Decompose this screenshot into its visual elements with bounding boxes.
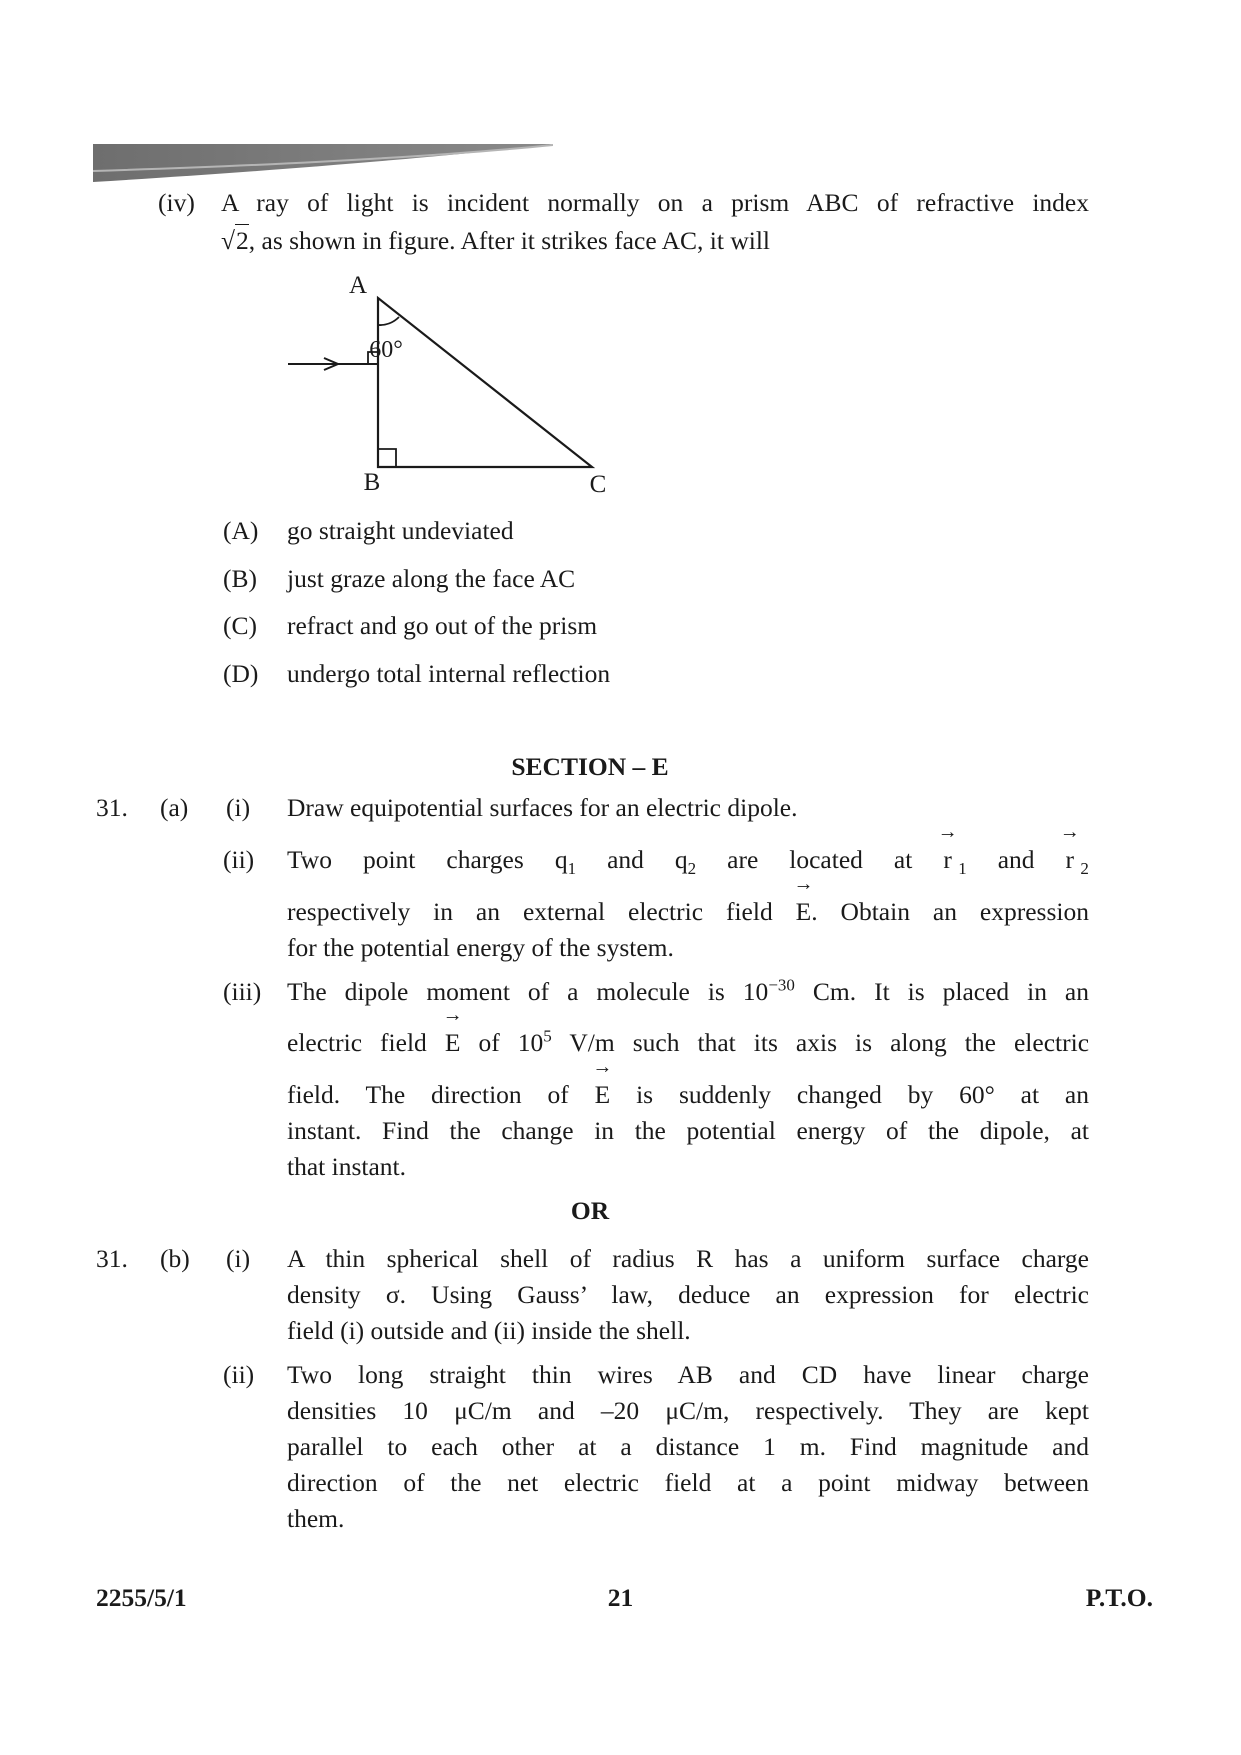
option-d-text: undergo total internal reflection	[287, 659, 611, 688]
q31b-ii-line3: parallel to each other at a distance 1 m. Find magnitude and	[287, 1432, 1089, 1461]
option-a-label: (A)	[223, 516, 259, 545]
option-c-label: (C)	[223, 611, 257, 640]
vector-r1: → r $_1$	[943, 842, 966, 878]
q31b-ii-line4: direction of the net electric field at a point midway between	[287, 1468, 1089, 1497]
or-divider: OR	[570, 1196, 610, 1225]
vector-r2: → r $_2$	[1066, 842, 1089, 878]
prism-angle-label: 60°	[369, 337, 403, 363]
charge-q1: $q_1$	[554, 845, 577, 879]
q31a-ii-line3: for the potential energy of the system.	[287, 933, 674, 962]
word: point	[362, 845, 416, 874]
q31b-i-line2: density σ. Using Gauss’ law, deduce an expression for electric	[287, 1280, 1089, 1309]
q31b-number: 31.	[96, 1244, 128, 1273]
q31a-iii-line2: electric field → E of $10^5$ V/m such that its axis is along the electric	[287, 1025, 1089, 1061]
prism-label-a: A	[348, 272, 368, 299]
q31a-ii-line1	[287, 842, 1089, 878]
q31a-iii-line3: field. The direction of → E is suddenly changed by 60° at an	[287, 1077, 1089, 1113]
footer-page-number: 21	[607, 1583, 634, 1612]
word: and	[607, 845, 644, 874]
angle-arc	[378, 317, 399, 325]
question-iv-line1: A ray of light is incident normally on a prism ABC of refractive index	[221, 188, 1089, 217]
vector-e: → E	[445, 1025, 461, 1061]
q31a-iii-line1: The dipole moment of a molecule is $10^{-30}$ Cm. It is placed in an	[287, 975, 1089, 1006]
question-iv-line2	[221, 223, 770, 259]
q31a-ii-label: (ii)	[223, 845, 255, 874]
q31b-ii-line1: Two long straight thin wires AB and CD have linear charge	[287, 1360, 1089, 1389]
prism-figure	[280, 268, 620, 498]
option-a-text: go straight undeviated	[287, 516, 514, 545]
vector-e: → E	[796, 894, 812, 930]
q31a-i-label: (i)	[226, 793, 251, 822]
footer-paper-code: 2255/5/1	[96, 1583, 187, 1612]
word: at	[893, 845, 913, 874]
q31a-part: (a)	[160, 793, 189, 822]
option-d-label: (D)	[223, 659, 259, 688]
q31b-ii-line2: densities 10 μC/m and –20 μC/m, respectively. They are kept	[287, 1396, 1089, 1425]
word: Two	[287, 845, 332, 874]
q31b-ii-label: (ii)	[223, 1360, 255, 1389]
sqrt-radicand: 2	[236, 226, 249, 255]
q31b-i-line1: A thin spherical shell of radius R has a uniform surface charge	[287, 1244, 1089, 1273]
option-b-label: (B)	[223, 564, 257, 593]
q31a-number: 31.	[96, 793, 128, 822]
footer-pto: P.T.O.	[1085, 1583, 1153, 1612]
question-iv-number: (iv)	[158, 188, 195, 217]
prism-triangle	[378, 298, 592, 467]
q31b-i-label: (i)	[226, 1244, 251, 1273]
question-iv-line2-rest: , as shown in figure. After it strikes face AC, it will	[248, 226, 770, 255]
word: located	[789, 845, 863, 874]
q31a-iii-line5: that instant.	[287, 1152, 406, 1181]
q31a-i-text: Draw equipotential surfaces for an electric dipole.	[287, 793, 798, 822]
q31a-iii-line4: instant. Find the change in the potential energy of the dipole, at	[287, 1116, 1089, 1145]
q31a-iii-label: (iii)	[223, 977, 262, 1006]
option-b-text: just graze along the face AC	[287, 564, 576, 593]
prism-label-c: C	[589, 471, 607, 498]
q31b-ii-line5: them.	[287, 1504, 345, 1533]
option-c-text: refract and go out of the prism	[287, 611, 598, 640]
word: and	[997, 845, 1035, 874]
q31a-ii-line2: respectively in an external electric field → E. Obtain an expression	[287, 894, 1089, 930]
section-heading: SECTION – E	[511, 752, 669, 781]
prism-label-b: B	[363, 469, 381, 496]
header-decorative-bar	[93, 140, 553, 184]
word: charges	[446, 845, 524, 874]
q31b-part: (b)	[160, 1244, 190, 1273]
charge-q2: $q_2$	[674, 845, 697, 879]
q31b-i-line3: field (i) outside and (ii) inside the shell.	[287, 1316, 691, 1345]
vector-e: → E	[595, 1077, 611, 1113]
right-angle-mark-b	[378, 449, 396, 467]
sqrt-icon: √	[221, 226, 235, 255]
word: are	[727, 845, 759, 874]
